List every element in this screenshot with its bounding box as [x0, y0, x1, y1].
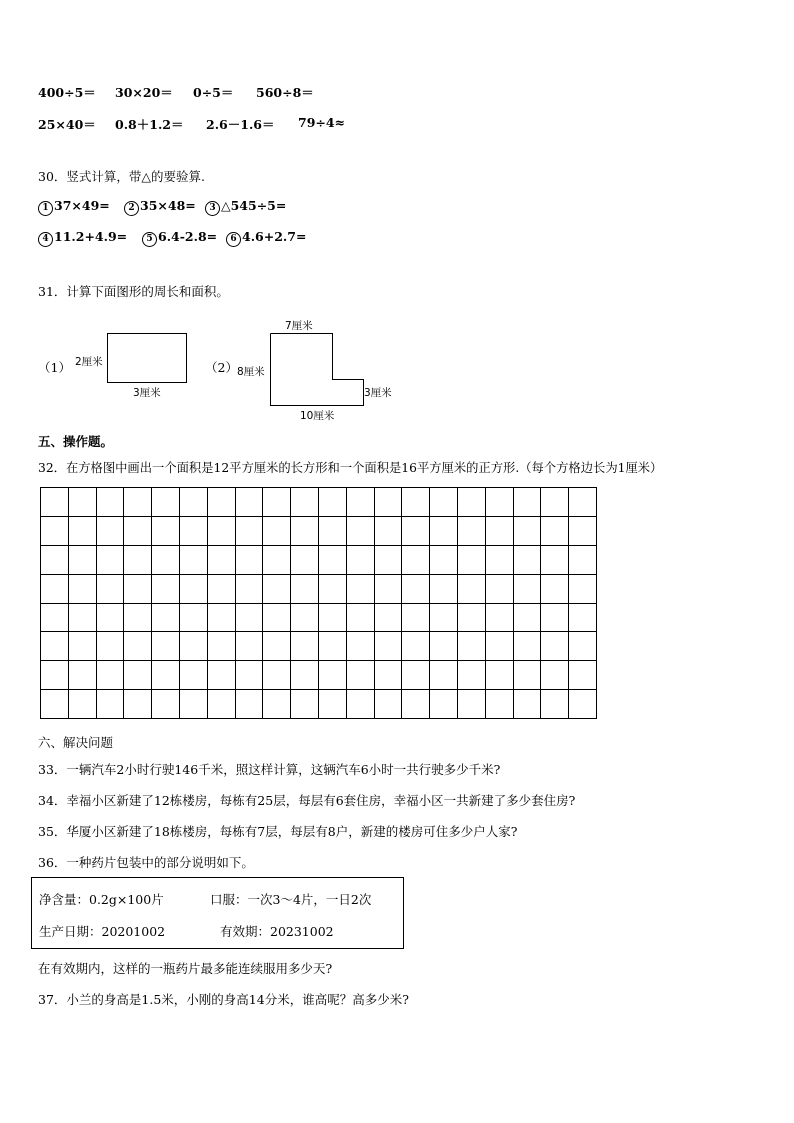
grid-row [41, 574, 597, 603]
grid-cell[interactable] [402, 545, 430, 574]
grid-cell[interactable] [68, 632, 96, 661]
grid-row [41, 545, 597, 574]
grid-cell[interactable] [263, 545, 291, 574]
grid-cell[interactable] [485, 603, 513, 632]
grid-cell[interactable] [152, 632, 180, 661]
grid-cell[interactable] [457, 488, 485, 517]
grid-cell[interactable] [430, 603, 458, 632]
grid-cell[interactable] [346, 603, 374, 632]
grid-cell[interactable] [346, 690, 374, 719]
grid-cell[interactable] [318, 488, 346, 517]
grid-cell[interactable] [235, 488, 263, 517]
figure-1-rectangle [107, 333, 187, 383]
grid-cell[interactable] [541, 516, 569, 545]
grid-cell[interactable] [513, 661, 541, 690]
calc-item: 0.8＋1.2＝ [115, 117, 184, 132]
q36-question: 在有效期内，这样的一瓶药片最多能连续服用多少天? [38, 961, 333, 976]
calc-item: 560÷8＝ [256, 85, 314, 100]
grid-cell[interactable] [263, 603, 291, 632]
grid-cell[interactable] [541, 488, 569, 517]
grid-cell[interactable] [96, 632, 124, 661]
grid-cell[interactable] [513, 516, 541, 545]
q30-item [124, 198, 196, 216]
square-grid[interactable] [40, 487, 597, 719]
grid-cell[interactable] [485, 516, 513, 545]
grid-cell[interactable] [374, 516, 402, 545]
grid-cell[interactable] [124, 574, 152, 603]
grid-cell[interactable] [513, 574, 541, 603]
grid-cell[interactable] [124, 661, 152, 690]
grid-cell[interactable] [457, 545, 485, 574]
q34-text: 34．幸福小区新建了12栋楼房，每栋有25层，每层有6套住房，幸福小区一共新建了多少套住房? [38, 793, 576, 808]
grid-cell[interactable] [485, 488, 513, 517]
grid-cell[interactable] [96, 603, 124, 632]
figure-1-label: （1） [38, 360, 71, 375]
grid-cell[interactable] [430, 545, 458, 574]
grid-cell[interactable] [179, 545, 207, 574]
q30-item [142, 229, 217, 247]
grid-cell[interactable] [235, 545, 263, 574]
grid-cell[interactable] [207, 516, 235, 545]
net-content: 净含量：0.2g×100片 [39, 892, 164, 907]
grid-cell[interactable] [263, 632, 291, 661]
q37-text: 37．小兰的身高是1.5米，小刚的身高14分米，谁高呢？高多少米? [38, 992, 409, 1007]
grid-cell[interactable] [457, 574, 485, 603]
grid-cell[interactable] [124, 603, 152, 632]
grid-cell[interactable] [485, 690, 513, 719]
grid-cell[interactable] [541, 632, 569, 661]
q30-item [38, 229, 127, 247]
grid-cell[interactable] [318, 632, 346, 661]
grid-cell[interactable] [485, 574, 513, 603]
grid-cell[interactable] [41, 516, 69, 545]
grid-cell[interactable] [430, 516, 458, 545]
q30-expr: 11.2+4.9= [54, 229, 128, 244]
grid-cell[interactable] [318, 661, 346, 690]
grid-cell[interactable] [68, 690, 96, 719]
grid-cell[interactable] [374, 545, 402, 574]
grid-cell[interactable] [152, 488, 180, 517]
calc-item: 25×40＝ [38, 117, 96, 132]
grid-cell[interactable] [569, 661, 597, 690]
grid-cell[interactable] [68, 574, 96, 603]
grid-cell[interactable] [291, 545, 319, 574]
grid-cell[interactable] [430, 661, 458, 690]
grid-cell[interactable] [430, 690, 458, 719]
grid-row [41, 661, 597, 690]
q30-expr: 35×48= [140, 198, 196, 213]
grid-cell[interactable] [179, 690, 207, 719]
grid-cell[interactable] [457, 690, 485, 719]
grid-cell[interactable] [374, 632, 402, 661]
grid-cell[interactable] [291, 603, 319, 632]
section-5-heading: 五、操作题。 [38, 434, 114, 449]
grid-cell[interactable] [263, 661, 291, 690]
grid-cell[interactable] [374, 661, 402, 690]
q30-expr: 4.6+2.7= [242, 229, 307, 244]
grid-cell[interactable] [207, 661, 235, 690]
grid-cell[interactable] [402, 661, 430, 690]
q31-title: 31．计算下面图形的周长和面积。 [38, 284, 229, 299]
grid-cell[interactable] [291, 488, 319, 517]
grid-cell[interactable] [41, 690, 69, 719]
grid-cell[interactable] [318, 574, 346, 603]
grid-cell[interactable] [430, 632, 458, 661]
grid-cell[interactable] [207, 632, 235, 661]
grid-cell[interactable] [346, 632, 374, 661]
grid-cell[interactable] [124, 690, 152, 719]
grid-cell[interactable] [346, 488, 374, 517]
grid-cell[interactable] [68, 661, 96, 690]
q30-item [38, 198, 110, 216]
figure-2-left-label: 8厘米 [237, 366, 265, 378]
grid-cell[interactable] [374, 690, 402, 719]
grid-cell[interactable] [263, 574, 291, 603]
grid-cell[interactable] [374, 603, 402, 632]
grid-cell[interactable] [485, 661, 513, 690]
grid-cell[interactable] [291, 690, 319, 719]
grid-cell[interactable] [513, 488, 541, 517]
grid-cell[interactable] [124, 632, 152, 661]
figure-2-right-label: 3厘米 [364, 387, 392, 399]
grid-cell[interactable] [457, 603, 485, 632]
grid-cell[interactable] [235, 690, 263, 719]
grid-cell[interactable] [207, 603, 235, 632]
grid-cell[interactable] [457, 516, 485, 545]
grid-cell[interactable] [513, 603, 541, 632]
grid-cell[interactable] [179, 488, 207, 517]
grid-cell[interactable] [318, 690, 346, 719]
grid-cell[interactable] [41, 545, 69, 574]
grid-cell[interactable] [96, 690, 124, 719]
grid-cell[interactable] [41, 632, 69, 661]
grid-cell[interactable] [96, 661, 124, 690]
grid-cell[interactable] [124, 545, 152, 574]
grid-cell[interactable] [68, 488, 96, 517]
grid-cell[interactable] [569, 603, 597, 632]
grid-cell[interactable] [513, 545, 541, 574]
calc-item: 2.6－1.6＝ [206, 117, 275, 132]
grid-cell[interactable] [96, 574, 124, 603]
grid-cell[interactable] [41, 661, 69, 690]
grid-cell[interactable] [569, 545, 597, 574]
grid-cell[interactable] [207, 574, 235, 603]
grid-cell[interactable] [41, 603, 69, 632]
q30-item [226, 229, 306, 247]
grid-cell[interactable] [207, 690, 235, 719]
grid-cell[interactable] [41, 488, 69, 517]
calc-item: 79÷4≈ [298, 115, 346, 130]
grid-cell[interactable] [374, 488, 402, 517]
grid-cell[interactable] [485, 545, 513, 574]
circled-number: 1 [38, 201, 53, 216]
grid-cell[interactable] [569, 690, 597, 719]
grid-cell[interactable] [402, 632, 430, 661]
grid-cell[interactable] [41, 574, 69, 603]
grid-cell[interactable] [263, 516, 291, 545]
grid-cell[interactable] [541, 661, 569, 690]
grid-cell[interactable] [346, 574, 374, 603]
figure-2-l-shape [270, 333, 364, 406]
grid-cell[interactable] [152, 690, 180, 719]
grid-cell[interactable] [402, 690, 430, 719]
grid-cell[interactable] [179, 574, 207, 603]
section-6-heading: 六、解决问题 [38, 735, 114, 750]
grid-cell[interactable] [124, 516, 152, 545]
grid-cell[interactable] [402, 603, 430, 632]
grid-cell[interactable] [402, 488, 430, 517]
grid-cell[interactable] [291, 661, 319, 690]
grid-cell[interactable] [235, 603, 263, 632]
grid-cell[interactable] [541, 603, 569, 632]
grid-cell[interactable] [152, 661, 180, 690]
grid-cell[interactable] [207, 488, 235, 517]
grid-row [41, 632, 597, 661]
grid-cell[interactable] [124, 488, 152, 517]
grid-cell[interactable] [457, 661, 485, 690]
grid-cell[interactable] [318, 516, 346, 545]
grid-cell[interactable] [430, 488, 458, 517]
grid-cell[interactable] [235, 574, 263, 603]
grid-cell[interactable] [179, 632, 207, 661]
grid-cell[interactable] [152, 516, 180, 545]
grid-cell[interactable] [346, 516, 374, 545]
grid-cell[interactable] [541, 690, 569, 719]
expiry-date: 有效期：20231002 [220, 924, 334, 939]
q33-text: 33．一辆汽车2小时行驶146千米，照这样计算，这辆汽车6小时一共行驶多少千米? [38, 762, 501, 777]
medicine-info-box [31, 877, 404, 949]
q30-expr: 37×49= [54, 198, 110, 213]
grid-cell[interactable] [263, 690, 291, 719]
grid-cell[interactable] [96, 545, 124, 574]
grid-cell[interactable] [402, 574, 430, 603]
grid-cell[interactable] [346, 545, 374, 574]
grid-cell[interactable] [68, 545, 96, 574]
circled-number: 2 [124, 201, 139, 216]
grid-cell[interactable] [541, 574, 569, 603]
grid-row [41, 488, 597, 517]
q30-expr: 6.4-2.8= [158, 229, 218, 244]
q36-title: 36．一种药片包装中的部分说明如下。 [38, 855, 254, 870]
figure-1-side-label: 2厘米 [75, 356, 103, 368]
grid-cell[interactable] [318, 603, 346, 632]
q30-expr: △545÷5= [221, 198, 287, 213]
figure-2-bottom-label: 10厘米 [300, 410, 335, 422]
grid-cell[interactable] [263, 488, 291, 517]
grid-cell[interactable] [430, 574, 458, 603]
grid-cell[interactable] [513, 690, 541, 719]
grid-cell[interactable] [457, 632, 485, 661]
grid-cell[interactable] [569, 632, 597, 661]
grid-cell[interactable] [207, 545, 235, 574]
grid-cell[interactable] [235, 661, 263, 690]
grid-row [41, 516, 597, 545]
grid-cell[interactable] [96, 488, 124, 517]
q32-title: 32．在方格图中画出一个面积是12平方厘米的长方形和一个面积是16平方厘米的正方形.（每个方格边长为1厘米） [38, 461, 663, 475]
circled-number: 5 [142, 232, 157, 247]
grid-cell[interactable] [346, 661, 374, 690]
grid-cell[interactable] [152, 574, 180, 603]
circled-number: 3 [205, 201, 220, 216]
figure-2-label: （2） [205, 360, 238, 375]
circled-number: 6 [226, 232, 241, 247]
calc-item: 30×20＝ [115, 85, 173, 100]
grid-cell[interactable] [569, 488, 597, 517]
production-date: 生产日期：20201002 [39, 924, 166, 939]
figure-1-bottom-label: 3厘米 [133, 387, 161, 399]
grid-cell[interactable] [235, 632, 263, 661]
grid-cell[interactable] [179, 661, 207, 690]
grid-cell[interactable] [179, 603, 207, 632]
grid-cell[interactable] [179, 516, 207, 545]
q30-item [205, 198, 286, 216]
grid-cell[interactable] [235, 516, 263, 545]
grid-cell[interactable] [374, 574, 402, 603]
grid-cell[interactable] [569, 574, 597, 603]
grid-cell[interactable] [152, 545, 180, 574]
q30-title: 30．竖式计算，带△的要验算. [38, 169, 205, 184]
grid-cell[interactable] [291, 632, 319, 661]
figure-2-top-label: 7厘米 [285, 320, 313, 332]
dosage: 口服：一次3～4片，一日2次 [210, 892, 372, 907]
grid-cell[interactable] [541, 545, 569, 574]
grid-cell[interactable] [96, 516, 124, 545]
grid-cell[interactable] [318, 545, 346, 574]
calc-item: 400÷5＝ [38, 85, 96, 100]
grid-row [41, 603, 597, 632]
grid-cell[interactable] [68, 603, 96, 632]
grid-cell[interactable] [513, 632, 541, 661]
circled-number: 4 [38, 232, 53, 247]
grid-cell[interactable] [291, 516, 319, 545]
grid-cell[interactable] [152, 603, 180, 632]
q35-text: 35．华厦小区新建了18栋楼房，每栋有7层，每层有8户，新建的楼房可住多少户人家? [38, 824, 518, 839]
grid-cell[interactable] [402, 516, 430, 545]
grid-cell[interactable] [291, 574, 319, 603]
grid-row [41, 690, 597, 719]
grid-cell[interactable] [569, 516, 597, 545]
grid-cell[interactable] [485, 632, 513, 661]
grid-cell[interactable] [68, 516, 96, 545]
calc-item: 0÷5＝ [193, 85, 234, 100]
